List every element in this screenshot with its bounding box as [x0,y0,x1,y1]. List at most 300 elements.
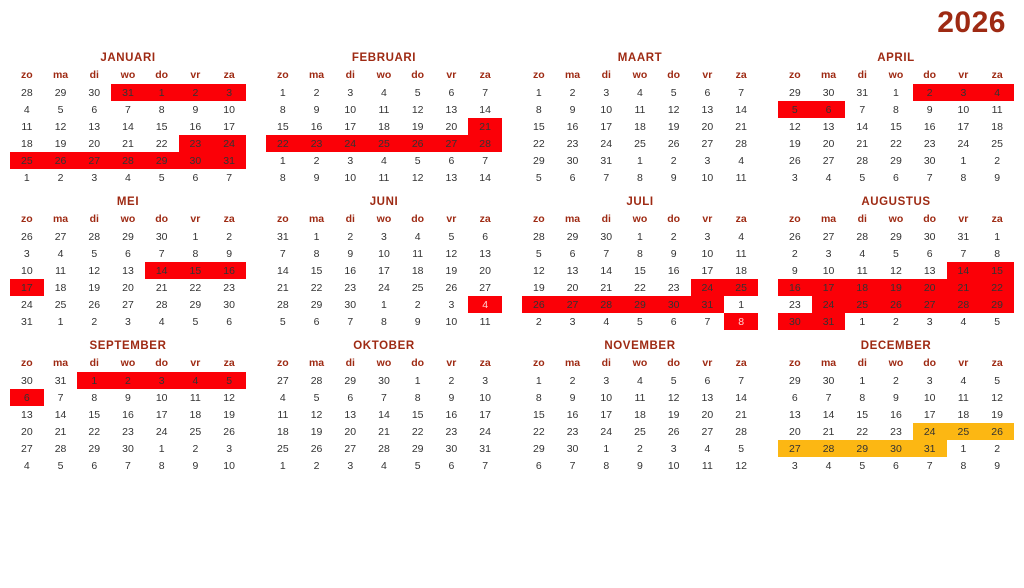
day-cell[interactable]: 28 [21,86,33,99]
day-cell[interactable]: 9 [313,103,320,116]
day-cell[interactable]: 8 [279,103,286,116]
day-cell[interactable]: 6 [569,171,576,184]
day-cell[interactable]: 29 [145,152,179,169]
day-cell[interactable]: 2 [569,86,576,99]
day-cell[interactable]: 1 [738,298,745,311]
day-cell[interactable]: 8 [893,103,899,116]
day-cell[interactable]: 5 [859,171,866,184]
day-cell[interactable]: 10 [155,391,168,404]
day-cell[interactable]: 12 [890,264,902,277]
day-cell[interactable]: 7 [825,391,832,404]
day-cell[interactable]: 12 [789,120,801,133]
day-cell[interactable]: 25 [54,298,67,311]
day-cell[interactable]: 12 [411,171,424,184]
day-cell[interactable]: 7 [347,315,354,328]
day-cell[interactable]: 2 [791,247,798,260]
day-cell[interactable]: 3 [125,315,131,328]
day-cell[interactable]: 31 [856,86,869,99]
day-cell[interactable]: 1 [192,230,199,243]
day-cell[interactable]: 28 [856,230,869,243]
day-cell[interactable]: 4 [825,171,832,184]
day-cell[interactable]: 4 [23,459,30,472]
day-cell[interactable]: 2 [313,459,320,472]
day-cell[interactable]: 24 [691,279,725,296]
day-cell[interactable]: 18 [411,264,424,277]
day-cell[interactable]: 4 [468,296,502,313]
day-cell[interactable]: 26 [21,230,33,243]
day-cell[interactable]: 19 [879,279,913,296]
day-cell[interactable]: 6 [226,315,233,328]
day-cell[interactable]: 4 [738,230,745,243]
day-cell[interactable]: 14 [822,408,835,421]
day-cell[interactable]: 3 [145,372,179,389]
day-cell[interactable]: 6 [926,247,933,260]
day-cell[interactable]: 19 [991,408,1003,421]
day-cell[interactable]: 10 [701,247,714,260]
day-cell[interactable]: 17 [600,408,613,421]
day-cell[interactable]: 6 [535,459,542,472]
day-cell[interactable]: 14 [735,103,747,116]
day-cell[interactable]: 3 [926,315,933,328]
day-cell[interactable]: 12 [411,103,424,116]
day-cell[interactable]: 31 [21,315,33,328]
day-cell[interactable]: 29 [54,86,67,99]
day-cell[interactable]: 4 [825,459,832,472]
day-cell[interactable]: 29 [189,298,202,311]
day-cell[interactable]: 5 [414,459,421,472]
day-cell[interactable]: 21 [122,137,134,150]
day-cell[interactable]: 31 [479,442,491,455]
day-cell[interactable]: 28 [155,298,168,311]
day-cell[interactable]: 1 [313,230,320,243]
day-cell[interactable]: 2 [91,315,98,328]
day-cell[interactable]: 30 [223,298,235,311]
day-cell[interactable]: 20 [479,264,491,277]
day-cell[interactable]: 30 [21,374,33,387]
day-cell[interactable]: 28 [310,374,323,387]
day-cell[interactable]: 10 [223,103,235,116]
day-cell[interactable]: 18 [54,281,67,294]
day-cell[interactable]: 4 [637,374,643,387]
day-cell[interactable]: 5 [279,315,286,328]
day-cell[interactable]: 5 [414,154,421,167]
day-cell[interactable]: 1 [637,230,643,243]
day-cell[interactable]: 27 [122,298,134,311]
day-cell[interactable]: 11 [479,315,491,328]
day-cell[interactable]: 12 [667,391,680,404]
day-cell[interactable]: 23 [122,425,134,438]
day-cell[interactable]: 21 [735,120,747,133]
day-cell[interactable]: 16 [778,279,812,296]
day-cell[interactable]: 6 [125,247,131,260]
day-cell[interactable]: 6 [704,86,711,99]
day-cell[interactable]: 17 [600,120,613,133]
day-cell[interactable]: 11 [856,264,868,277]
day-cell[interactable]: 19 [667,408,680,421]
day-cell[interactable]: 12 [310,408,323,421]
day-cell[interactable]: 24 [333,135,367,152]
day-cell[interactable]: 29 [344,374,357,387]
day-cell[interactable]: 6 [91,103,98,116]
day-cell[interactable]: 3 [569,315,576,328]
day-cell[interactable]: 26 [980,423,1014,440]
day-cell[interactable]: 5 [994,374,1001,387]
day-cell[interactable]: 28 [589,296,623,313]
day-cell[interactable]: 29 [566,230,579,243]
day-cell[interactable]: 1 [279,86,286,99]
day-cell[interactable]: 5 [670,374,677,387]
day-cell[interactable]: 24 [378,281,390,294]
day-cell[interactable]: 8 [535,391,542,404]
day-cell[interactable]: 30 [657,296,691,313]
day-cell[interactable]: 1 [57,315,64,328]
day-cell[interactable]: 6 [448,86,455,99]
day-cell[interactable]: 4 [125,171,131,184]
day-cell[interactable]: 29 [533,154,545,167]
day-cell[interactable]: 28 [468,135,502,152]
day-cell[interactable]: 9 [192,103,199,116]
day-cell[interactable]: 14 [145,262,179,279]
day-cell[interactable]: 10 [923,391,936,404]
day-cell[interactable]: 15 [856,408,869,421]
day-cell[interactable]: 24 [600,137,613,150]
day-cell[interactable]: 22 [980,279,1014,296]
day-cell[interactable]: 4 [158,315,165,328]
day-cell[interactable]: 27 [822,230,835,243]
day-cell[interactable]: 16 [667,264,680,277]
day-cell[interactable]: 20 [701,408,714,421]
day-cell[interactable]: 29 [411,442,424,455]
day-cell[interactable]: 21 [856,137,869,150]
day-cell[interactable]: 2 [448,374,455,387]
day-cell[interactable]: 26 [879,296,913,313]
day-cell[interactable]: 10 [479,391,491,404]
day-cell[interactable]: 25 [991,137,1003,150]
day-cell[interactable]: 6 [313,315,320,328]
day-cell[interactable]: 25 [411,281,424,294]
day-cell[interactable]: 24 [479,425,491,438]
day-cell[interactable]: 15 [890,120,902,133]
day-cell[interactable]: 4 [57,247,64,260]
day-cell[interactable]: 7 [960,247,967,260]
day-cell[interactable]: 3 [347,459,354,472]
day-cell[interactable]: 28 [812,440,846,457]
day-cell[interactable]: 7 [125,103,131,116]
day-cell[interactable]: 7 [603,171,610,184]
day-cell[interactable]: 31 [111,84,145,101]
day-cell[interactable]: 11 [634,103,646,116]
day-cell[interactable]: 4 [859,247,866,260]
day-cell[interactable]: 8 [637,171,643,184]
day-cell[interactable]: 2 [535,315,542,328]
day-cell[interactable]: 8 [535,103,542,116]
day-cell[interactable]: 3 [926,374,933,387]
day-cell[interactable]: 19 [445,264,458,277]
day-cell[interactable]: 8 [994,247,1001,260]
day-cell[interactable]: 30 [344,298,357,311]
day-cell[interactable]: 21 [735,408,747,421]
day-cell[interactable]: 5 [57,103,64,116]
day-cell[interactable]: 2 [313,154,320,167]
day-cell[interactable]: 16 [566,120,579,133]
day-cell[interactable]: 16 [566,408,579,421]
day-cell[interactable]: 19 [411,120,424,133]
day-cell[interactable]: 7 [482,459,489,472]
day-cell[interactable]: 4 [603,315,610,328]
day-cell[interactable]: 5 [414,86,421,99]
day-cell[interactable]: 6 [10,389,44,406]
day-cell[interactable]: 28 [111,152,145,169]
day-cell[interactable]: 3 [347,86,354,99]
day-cell[interactable]: 7 [381,391,387,404]
day-cell[interactable]: 9 [893,391,899,404]
day-cell[interactable]: 12 [667,103,680,116]
day-cell[interactable]: 26 [667,425,680,438]
day-cell[interactable]: 17 [923,408,936,421]
day-cell[interactable]: 14 [122,120,134,133]
day-cell[interactable]: 6 [704,374,711,387]
day-cell[interactable]: 17 [344,120,357,133]
day-cell[interactable]: 24 [957,137,970,150]
day-cell[interactable]: 11 [735,247,747,260]
day-cell[interactable]: 4 [738,154,745,167]
day-cell[interactable]: 23 [179,135,213,152]
day-cell[interactable]: 20 [88,137,101,150]
day-cell[interactable]: 25 [634,137,646,150]
day-cell[interactable]: 18 [21,137,33,150]
day-cell[interactable]: 13 [21,408,33,421]
day-cell[interactable]: 19 [533,281,545,294]
day-cell[interactable]: 20 [789,425,801,438]
day-cell[interactable]: 10 [822,264,835,277]
day-cell[interactable]: 5 [57,459,64,472]
day-cell[interactable]: 23 [566,425,579,438]
day-cell[interactable]: 29 [310,298,323,311]
day-cell[interactable]: 7 [738,86,745,99]
day-cell[interactable]: 19 [310,425,323,438]
day-cell[interactable]: 2 [179,84,213,101]
day-cell[interactable]: 6 [91,459,98,472]
day-cell[interactable]: 14 [54,408,67,421]
day-cell[interactable]: 10 [957,103,970,116]
day-cell[interactable]: 31 [691,296,725,313]
day-cell[interactable]: 10 [223,459,235,472]
day-cell[interactable]: 25 [947,423,981,440]
day-cell[interactable]: 3 [482,374,489,387]
day-cell[interactable]: 29 [623,296,657,313]
day-cell[interactable]: 9 [125,391,131,404]
day-cell[interactable]: 4 [279,391,286,404]
day-cell[interactable]: 11 [189,391,201,404]
day-cell[interactable]: 7 [57,391,64,404]
day-cell[interactable]: 17 [957,120,970,133]
day-cell[interactable]: 2 [670,230,677,243]
day-cell[interactable]: 27 [822,154,835,167]
day-cell[interactable]: 10 [445,315,458,328]
day-cell[interactable]: 17 [812,279,846,296]
day-cell[interactable]: 1 [535,374,542,387]
day-cell[interactable]: 2 [347,230,354,243]
day-cell[interactable]: 6 [347,391,354,404]
day-cell[interactable]: 8 [279,171,286,184]
day-cell[interactable]: 29 [845,440,879,457]
day-cell[interactable]: 2 [57,171,64,184]
day-cell[interactable]: 17 [155,408,168,421]
day-cell[interactable]: 23 [445,425,458,438]
day-cell[interactable]: 1 [279,154,286,167]
day-cell[interactable]: 21 [822,425,835,438]
day-cell[interactable]: 13 [701,103,714,116]
day-cell[interactable]: 22 [533,425,545,438]
day-cell[interactable]: 17 [10,279,44,296]
day-cell[interactable]: 23 [566,137,579,150]
day-cell[interactable]: 25 [845,296,879,313]
day-cell[interactable]: 2 [414,298,421,311]
day-cell[interactable]: 21 [378,425,390,438]
day-cell[interactable]: 26 [789,230,801,243]
day-cell[interactable]: 3 [23,247,30,260]
day-cell[interactable]: 30 [566,154,579,167]
day-cell[interactable]: 11 [634,391,646,404]
day-cell[interactable]: 8 [192,247,199,260]
day-cell[interactable]: 2 [226,230,233,243]
day-cell[interactable]: 5 [313,391,320,404]
day-cell[interactable]: 27 [778,440,812,457]
day-cell[interactable]: 11 [55,264,66,277]
day-cell[interactable]: 16 [189,120,202,133]
day-cell[interactable]: 27 [913,296,947,313]
day-cell[interactable]: 1 [23,171,30,184]
day-cell[interactable]: 9 [994,171,1001,184]
day-cell[interactable]: 3 [670,442,677,455]
day-cell[interactable]: 26 [445,281,458,294]
day-cell[interactable]: 27 [344,442,357,455]
day-cell[interactable]: 5 [859,459,866,472]
day-cell[interactable]: 16 [445,408,458,421]
day-cell[interactable]: 27 [277,374,289,387]
day-cell[interactable]: 30 [923,230,936,243]
day-cell[interactable]: 26 [223,425,235,438]
day-cell[interactable]: 11 [991,103,1003,116]
day-cell[interactable]: 15 [980,262,1014,279]
day-cell[interactable]: 4 [960,374,967,387]
day-cell[interactable]: 22 [890,137,902,150]
day-cell[interactable]: 18 [378,120,390,133]
day-cell[interactable]: 11 [412,247,424,260]
day-cell[interactable]: 18 [845,279,879,296]
day-cell[interactable]: 28 [735,425,747,438]
day-cell[interactable]: 1 [77,372,111,389]
day-cell[interactable]: 29 [533,442,545,455]
day-cell[interactable]: 10 [344,171,357,184]
day-cell[interactable]: 9 [670,247,677,260]
day-cell[interactable]: 20 [913,279,947,296]
day-cell[interactable]: 26 [401,135,435,152]
day-cell[interactable]: 4 [980,84,1014,101]
day-cell[interactable]: 18 [634,408,646,421]
day-cell[interactable]: 3 [603,86,610,99]
day-cell[interactable]: 19 [54,137,67,150]
day-cell[interactable]: 5 [670,86,677,99]
day-cell[interactable]: 10 [378,247,390,260]
day-cell[interactable]: 23 [223,281,235,294]
day-cell[interactable]: 4 [23,103,30,116]
day-cell[interactable]: 7 [482,154,489,167]
day-cell[interactable]: 6 [569,247,576,260]
day-cell[interactable]: 12 [533,264,545,277]
day-cell[interactable]: 5 [158,171,165,184]
day-cell[interactable]: 31 [277,230,289,243]
day-cell[interactable]: 2 [637,442,643,455]
day-cell[interactable]: 22 [189,281,202,294]
day-cell[interactable]: 2 [670,154,677,167]
day-cell[interactable]: 2 [913,84,947,101]
day-cell[interactable]: 29 [980,296,1014,313]
day-cell[interactable]: 15 [277,120,289,133]
day-cell[interactable]: 12 [223,391,235,404]
day-cell[interactable]: 3 [704,230,711,243]
day-cell[interactable]: 4 [704,442,711,455]
day-cell[interactable]: 13 [479,247,491,260]
day-cell[interactable]: 5 [192,315,199,328]
day-cell[interactable]: 13 [701,391,714,404]
day-cell[interactable]: 22 [310,281,323,294]
day-cell[interactable]: 9 [414,315,421,328]
day-cell[interactable]: 2 [893,374,899,387]
day-cell[interactable]: 20 [701,120,714,133]
day-cell[interactable]: 1 [859,374,866,387]
day-cell[interactable]: 10 [701,171,714,184]
day-cell[interactable]: 6 [670,315,677,328]
day-cell[interactable]: 30 [778,313,812,330]
day-cell[interactable]: 28 [735,137,747,150]
day-cell[interactable]: 26 [667,137,680,150]
day-cell[interactable]: 28 [277,298,289,311]
day-cell[interactable]: 11 [735,171,747,184]
day-cell[interactable]: 7 [704,315,711,328]
day-cell[interactable]: 13 [566,264,579,277]
day-cell[interactable]: 31 [957,230,970,243]
day-cell[interactable]: 29 [789,86,801,99]
day-cell[interactable]: 4 [414,230,421,243]
day-cell[interactable]: 24 [21,298,33,311]
day-cell[interactable]: 25 [367,135,401,152]
day-cell[interactable]: 25 [724,279,758,296]
day-cell[interactable]: 17 [479,408,491,421]
day-cell[interactable]: 5 [893,247,899,260]
day-cell[interactable]: 4 [381,154,387,167]
day-cell[interactable]: 1 [603,442,610,455]
day-cell[interactable]: 8 [859,391,866,404]
day-cell[interactable]: 27 [701,425,714,438]
day-cell[interactable]: 20 [21,425,33,438]
day-cell[interactable]: 8 [158,459,165,472]
day-cell[interactable]: 30 [923,154,936,167]
day-cell[interactable]: 7 [859,103,866,116]
day-cell[interactable]: 14 [735,391,747,404]
day-cell[interactable]: 4 [179,372,213,389]
day-cell[interactable]: 14 [600,264,613,277]
day-cell[interactable]: 20 [344,425,357,438]
day-cell[interactable]: 5 [994,315,1001,328]
day-cell[interactable]: 8 [158,103,165,116]
day-cell[interactable]: 1 [535,86,542,99]
day-cell[interactable]: 27 [701,137,714,150]
day-cell[interactable]: 17 [223,120,235,133]
day-cell[interactable]: 2 [192,442,199,455]
day-cell[interactable]: 29 [88,442,101,455]
day-cell[interactable]: 29 [122,230,134,243]
